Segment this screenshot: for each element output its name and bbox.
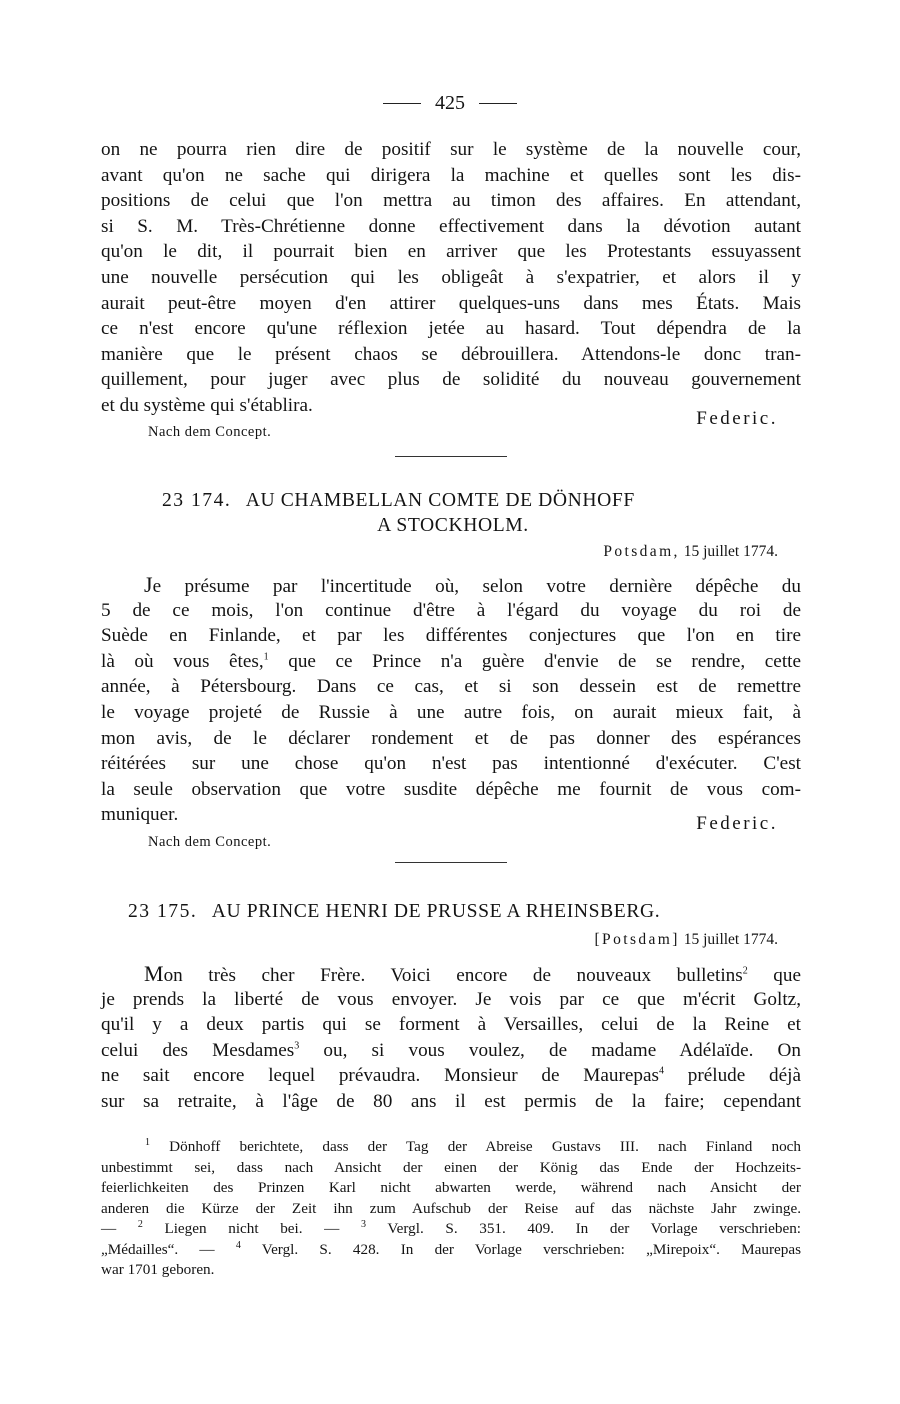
footnote-line: feierlichkeiten des Prinzen Karl nicht abwarten werde, während nach Ansicht der [101,1179,801,1196]
initial-letter: J [144,572,153,597]
footnote-ref: 4 [658,1065,664,1077]
footnote-line: anderen die Kürze der Zeit ihn zum Aufschub der Reise auf das nächste Jahr zwinge. [101,1199,801,1217]
text-line: mon avis, de le déclarer rondement et de pas donner des espérances [101,727,801,749]
text-line: Mon très cher Frère. Voici encore de nouveaux bulletins$^2$ que [144,961,802,986]
page-number: 425 [435,92,465,114]
text-line: et du système qui s'établira. [101,394,313,416]
signature-federic-2: Federic. [696,813,778,834]
date-text: 15 juillet 1774. [683,931,778,948]
text-line: réitérées sur une chose qu'on n'est pas intentionné d'exécuter. C'est [101,753,801,775]
footnote-mark: 4 [235,1239,241,1251]
footnote-line: „Médailles“. — $^4$ Vergl. S. 428. In der Vorlage verschrieben: „Mirepoix“. Maurepas [101,1239,802,1258]
text-line: on ne pourra rien dire de positif sur le système de la nouvelle cour, [101,139,801,160]
text-line: année, à Pétersbourg. Dans ce cas, et si son dessein est de remettre [101,676,801,698]
text-line: ce n'est encore qu'une réflexion jetée au hasard. Tout dépendra de la [101,318,801,340]
letter-dateline [595,931,779,949]
source-note-2: Nach dem Concept. [148,834,272,850]
section-divider [395,862,507,863]
text-line: Suède en Finlande, et par les différentes conjectures que l'on en tire [101,625,801,647]
signature-federic-1: Federic. [696,408,778,429]
section-divider [395,456,507,457]
footnote-mark: 2 [137,1218,143,1230]
source-note-1: Nach dem Concept. [148,424,272,440]
footnote-ref: 2 [742,965,748,977]
footnote-line: $^1$ Dönhoff berichtete, dass der Tag der Abreise Gustavs III. nach Finland noch [145,1136,801,1155]
letter-dateline [603,543,778,561]
text-line: aurait peut-être moyen d'en attirer quelques-uns dans mes États. Mais [101,292,801,314]
text-line: une nouvelle persécution qui les obligeât à s'expatrier, et alors il y [101,266,801,288]
footnote-line: war 1701 geboren. [101,1261,215,1278]
footnote-mark: 3 [361,1218,366,1230]
footnote-ref: 3 [294,1040,300,1052]
text-line: si S. M. Très-Chrétienne donne effectivement dans la dévotion autant [101,215,801,237]
text-line: sur sa retraite, à l'âge de 80 ans il est permis de la faire; cependant [101,1090,801,1112]
continued-letter-body [101,137,801,419]
footnote-line: — $^2$ Liegen nicht bei. — $^3$ Vergl. S. 351. 409. In der Vorlage verschrieben: [101,1218,802,1237]
text-line: muniquer. [101,804,179,826]
text-line: le voyage projeté de Russie à une autre fois, on aurait mieux fait, à [101,701,801,723]
letter-recipient: AU CHAMBELLAN COMTE DE DÖNHOFF [245,490,635,511]
text-line: je prends la liberté de vous envoyer. Je vois par ce que m'écrit Goltz, [101,988,801,1010]
text-line: quillement, pour juger avec plus de solidité du nouveau gouvernement [101,369,801,391]
text-line: la seule observation que votre susdite dépêche me fournit de vous com- [101,778,801,800]
text-line: celui des Mesdames$^3$ ou, si vous voulez, de madame Adélaïde. On [101,1039,801,1061]
text-line: Je présume par l'incertitude où, selon votre dernière dépêche du [144,572,801,597]
text-line: positions de celui que l'on mettra au timon des affaires. En attendant, [101,190,801,212]
letter-heading-23174 [0,490,900,537]
text-line: là où vous êtes,$^1$ que ce Prince n'a guère d'envie de se rendre, cette [101,650,802,672]
letter-recipient: AU PRINCE HENRI DE PRUSSE A RHEINSBERG. [211,901,661,922]
letter-number: 23 174. [162,490,232,511]
text-line: qu'il y a deux partis qui se forment à Versailles, celui de la Reine et [101,1014,801,1036]
text-line: ne sait encore lequel prévaudra. Monsieur de Maurepas$^4$ prélude déjà [101,1065,802,1087]
footnote-line: unbestimmt sei, dass nach Ansicht der einen der König das Ende der Hochzeits- [101,1158,801,1176]
letter-23175-body [101,961,801,1115]
letter-recipient-place: A STOCKHOLM. [377,515,529,536]
letter-heading-23175 [0,901,900,923]
footnote-ref: 1 [263,651,269,663]
letter-number: 23 175. [128,901,198,922]
text-line: qu'on le dit, il pourrait bien en arriver que les Protestants essuyassent [101,241,801,263]
footnotes [101,1137,801,1281]
footnote-mark: 1 [145,1136,150,1148]
letter-23174-body [101,572,801,828]
text-line: 5 de ce mois, l'on continue d'être à l'égard du voyage du roi de [101,599,801,621]
initial-letter: M [144,961,164,986]
page-header [0,92,900,115]
date-place: Potsdam, [603,543,680,560]
date-text: 15 juillet 1774. [683,543,778,560]
text-line: manière que le présent chaos se débrouillera. Attendons-le donc tran- [101,343,801,365]
header-rule-right [479,103,517,104]
date-place: [Potsdam] [594,931,680,948]
header-rule-left [383,103,421,104]
text-line: avant qu'on ne sache qui dirigera la machine et quelles sont les dis- [101,164,801,186]
